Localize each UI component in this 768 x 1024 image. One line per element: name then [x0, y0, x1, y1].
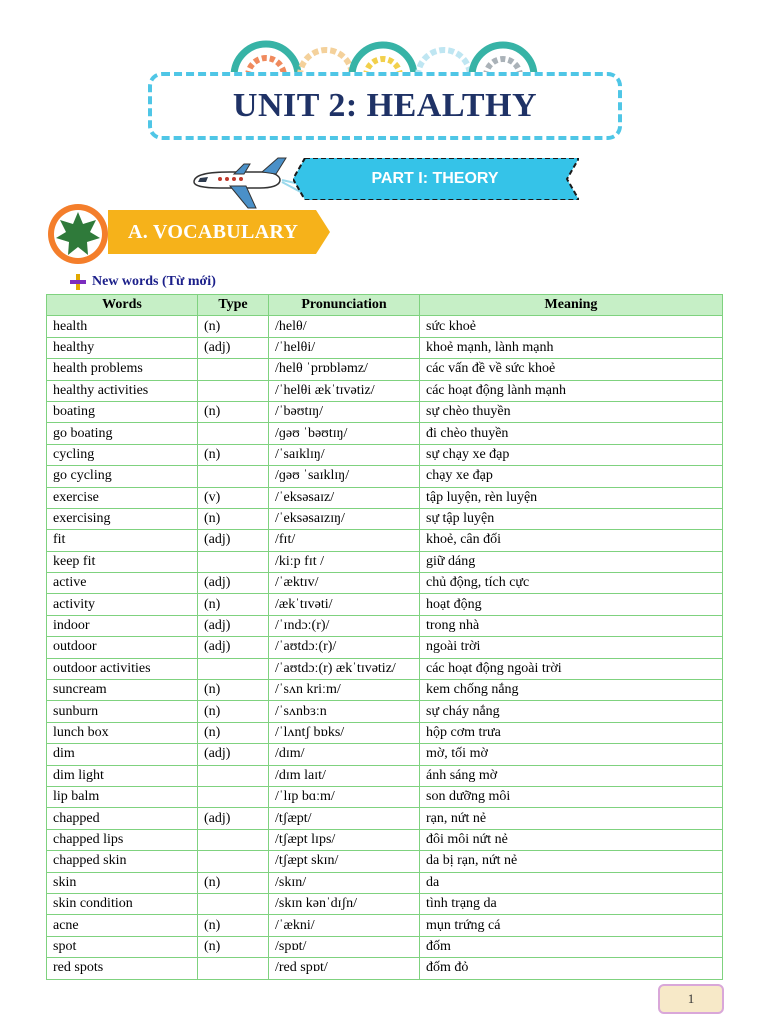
meaning-cell: sức khoẻ [420, 316, 723, 337]
word-cell: chapped [47, 808, 198, 829]
word-cell: cycling [47, 444, 198, 465]
pronunciation-cell: /dɪm laɪt/ [269, 765, 420, 786]
word-cell: fit [47, 530, 198, 551]
word-cell: healthy [47, 337, 198, 358]
table-row [47, 615, 723, 636]
type-cell: (adj) [198, 637, 269, 658]
meaning-cell: các vấn đề về sức khoẻ [420, 359, 723, 380]
pronunciation-cell: /skɪn kənˈdɪʃn/ [269, 893, 420, 914]
table-row [47, 872, 723, 893]
type-cell [198, 958, 269, 979]
meaning-cell: ngoài trời [420, 637, 723, 658]
medallion-icon [46, 202, 110, 266]
pronunciation-cell: /tʃæpt skɪn/ [269, 851, 420, 872]
word-cell: lunch box [47, 722, 198, 743]
table-row [47, 851, 723, 872]
table-row [47, 594, 723, 615]
meaning-cell: mờ, tối mờ [420, 744, 723, 765]
meaning-cell: mụn trứng cá [420, 915, 723, 936]
table-row [47, 359, 723, 380]
pronunciation-cell: /ˈaʊtdɔː(r) ækˈtɪvətiz/ [269, 658, 420, 679]
pronunciation-cell: /helθ/ [269, 316, 420, 337]
word-cell: healthy activities [47, 380, 198, 401]
pronunciation-cell: /ɡəʊ ˈbəʊtɪŋ/ [269, 423, 420, 444]
meaning-cell: đi chèo thuyền [420, 423, 723, 444]
word-cell: skin condition [47, 893, 198, 914]
table-row [47, 423, 723, 444]
meaning-cell: khoẻ, cân đối [420, 530, 723, 551]
type-cell [198, 380, 269, 401]
table-row [47, 530, 723, 551]
pronunciation-cell: /ˈækni/ [269, 915, 420, 936]
word-cell: go cycling [47, 466, 198, 487]
pronunciation-cell: /ˈsʌnbɜːn [269, 701, 420, 722]
meaning-cell: chạy xe đạp [420, 466, 723, 487]
table-row [47, 936, 723, 957]
meaning-cell: da [420, 872, 723, 893]
type-cell: (n) [198, 444, 269, 465]
table-row [47, 915, 723, 936]
type-cell: (n) [198, 722, 269, 743]
type-cell [198, 466, 269, 487]
word-cell: lip balm [47, 786, 198, 807]
type-cell [198, 829, 269, 850]
meaning-cell: ánh sáng mờ [420, 765, 723, 786]
word-cell: boating [47, 401, 198, 422]
table-row [47, 337, 723, 358]
word-cell: activity [47, 594, 198, 615]
meaning-cell: sự chèo thuyền [420, 401, 723, 422]
pronunciation-cell: /ˈæktɪv/ [269, 573, 420, 594]
word-cell: sunburn [47, 701, 198, 722]
word-cell: outdoor activities [47, 658, 198, 679]
table-row [47, 808, 723, 829]
table-row [47, 680, 723, 701]
pronunciation-cell: /skɪn/ [269, 872, 420, 893]
page-title: UNIT 2: HEALTHY [232, 87, 538, 124]
table-row [47, 701, 723, 722]
pronunciation-cell: /dɪm/ [269, 744, 420, 765]
type-cell: (adj) [198, 530, 269, 551]
meaning-cell: sự chạy xe đạp [420, 444, 723, 465]
table-row [47, 508, 723, 529]
word-cell: spot [47, 936, 198, 957]
type-cell [198, 786, 269, 807]
table-row [47, 722, 723, 743]
meaning-cell: chủ động, tích cực [420, 573, 723, 594]
table-row [47, 893, 723, 914]
word-cell: red spots [47, 958, 198, 979]
pronunciation-cell: /ækˈtɪvəti/ [269, 594, 420, 615]
type-cell: (n) [198, 915, 269, 936]
table-body [47, 316, 723, 979]
type-cell: (adj) [198, 615, 269, 636]
word-cell: dim light [47, 765, 198, 786]
table-row [47, 744, 723, 765]
table-row [47, 316, 723, 337]
page-number: 1 [658, 984, 724, 1014]
word-cell: exercise [47, 487, 198, 508]
meaning-cell: giữ dáng [420, 551, 723, 572]
pronunciation-cell: /tʃæpt lɪps/ [269, 829, 420, 850]
word-cell: dim [47, 744, 198, 765]
meaning-cell: các hoạt động ngoài trời [420, 658, 723, 679]
part-label: PART I: THEORY [371, 170, 499, 187]
type-cell: (adj) [198, 744, 269, 765]
meaning-cell: sự cháy nắng [420, 701, 723, 722]
table-row [47, 958, 723, 979]
meaning-cell: hộp cơm trưa [420, 722, 723, 743]
meaning-cell: đốm [420, 936, 723, 957]
header-type: Type [198, 295, 269, 316]
pronunciation-cell: /ˈɪndɔː(r)/ [269, 615, 420, 636]
type-cell [198, 551, 269, 572]
type-cell: (n) [198, 680, 269, 701]
type-cell: (n) [198, 936, 269, 957]
pronunciation-cell: /tʃæpt/ [269, 808, 420, 829]
header-meaning: Meaning [420, 295, 723, 316]
gears-decoration [228, 40, 538, 76]
word-cell: suncream [47, 680, 198, 701]
meaning-cell: các hoạt động lành mạnh [420, 380, 723, 401]
cross-bullet-icon [70, 274, 86, 290]
type-cell [198, 765, 269, 786]
table-row [47, 466, 723, 487]
type-cell [198, 893, 269, 914]
table-row [47, 401, 723, 422]
meaning-cell: tình trạng da [420, 893, 723, 914]
type-cell: (n) [198, 701, 269, 722]
word-cell: indoor [47, 615, 198, 636]
pronunciation-cell: /helθ ˈprɒbləmz/ [269, 359, 420, 380]
type-cell: (n) [198, 508, 269, 529]
table-row [47, 380, 723, 401]
type-cell: (n) [198, 401, 269, 422]
type-cell [198, 423, 269, 444]
meaning-cell: khoẻ mạnh, lành mạnh [420, 337, 723, 358]
meaning-cell: đốm đỏ [420, 958, 723, 979]
meaning-cell: trong nhà [420, 615, 723, 636]
meaning-cell: sự tập luyện [420, 508, 723, 529]
pronunciation-cell: /red spɒt/ [269, 958, 420, 979]
table-row [47, 444, 723, 465]
type-cell [198, 359, 269, 380]
table-row [47, 658, 723, 679]
pronunciation-cell: /ˈbəʊtɪŋ/ [269, 401, 420, 422]
title-box [148, 72, 622, 140]
new-words-heading [70, 273, 216, 291]
word-cell: health problems [47, 359, 198, 380]
type-cell [198, 658, 269, 679]
meaning-cell: da bị rạn, nứt nẻ [420, 851, 723, 872]
type-cell: (adj) [198, 337, 269, 358]
meaning-cell: đôi môi nứt nẻ [420, 829, 723, 850]
pronunciation-cell: /ˈeksəsaɪz/ [269, 487, 420, 508]
table-row [47, 637, 723, 658]
pronunciation-cell: /ˈlʌntʃ bɒks/ [269, 722, 420, 743]
word-cell: skin [47, 872, 198, 893]
word-cell: go boating [47, 423, 198, 444]
pronunciation-cell: /spɒt/ [269, 936, 420, 957]
type-cell: (adj) [198, 808, 269, 829]
meaning-cell: rạn, nứt nẻ [420, 808, 723, 829]
pronunciation-cell: /ˈeksəsaɪzɪŋ/ [269, 508, 420, 529]
pronunciation-cell: /ˈhelθi/ [269, 337, 420, 358]
vocabulary-table [46, 294, 723, 980]
meaning-cell: tập luyện, rèn luyện [420, 487, 723, 508]
word-cell: chapped skin [47, 851, 198, 872]
word-cell: chapped lips [47, 829, 198, 850]
table-row [47, 573, 723, 594]
table-row [47, 829, 723, 850]
pronunciation-cell: /fɪt/ [269, 530, 420, 551]
type-cell: (n) [198, 594, 269, 615]
pronunciation-cell: /ˈhelθi ækˈtɪvətiz/ [269, 380, 420, 401]
table-header-row [47, 295, 723, 316]
table-row [47, 765, 723, 786]
meaning-cell: hoạt động [420, 594, 723, 615]
word-cell: health [47, 316, 198, 337]
table-row [47, 786, 723, 807]
pronunciation-cell: /ˈsʌn kriːm/ [269, 680, 420, 701]
table-row [47, 551, 723, 572]
pronunciation-cell: /kiːp fɪt / [269, 551, 420, 572]
word-cell: outdoor [47, 637, 198, 658]
pronunciation-cell: /ˈaʊtdɔː(r)/ [269, 637, 420, 658]
type-cell [198, 851, 269, 872]
meaning-cell: son dưỡng môi [420, 786, 723, 807]
new-words-label: New words (Từ mới) [92, 274, 216, 289]
pronunciation-cell: /ɡəʊ ˈsaɪklɪŋ/ [269, 466, 420, 487]
type-cell: (adj) [198, 573, 269, 594]
pronunciation-cell: /ˈlɪp bɑːm/ [269, 786, 420, 807]
type-cell: (n) [198, 872, 269, 893]
word-cell: acne [47, 915, 198, 936]
word-cell: keep fit [47, 551, 198, 572]
plane-icon [190, 156, 310, 212]
section-title: A. VOCABULARY [128, 221, 299, 243]
type-cell: (n) [198, 316, 269, 337]
type-cell: (v) [198, 487, 269, 508]
pronunciation-cell: /ˈsaɪklɪŋ/ [269, 444, 420, 465]
meaning-cell: kem chống nắng [420, 680, 723, 701]
header-words: Words [47, 295, 198, 316]
word-cell: active [47, 573, 198, 594]
word-cell: exercising [47, 508, 198, 529]
table-row [47, 487, 723, 508]
header-pronunciation: Pronunciation [269, 295, 420, 316]
